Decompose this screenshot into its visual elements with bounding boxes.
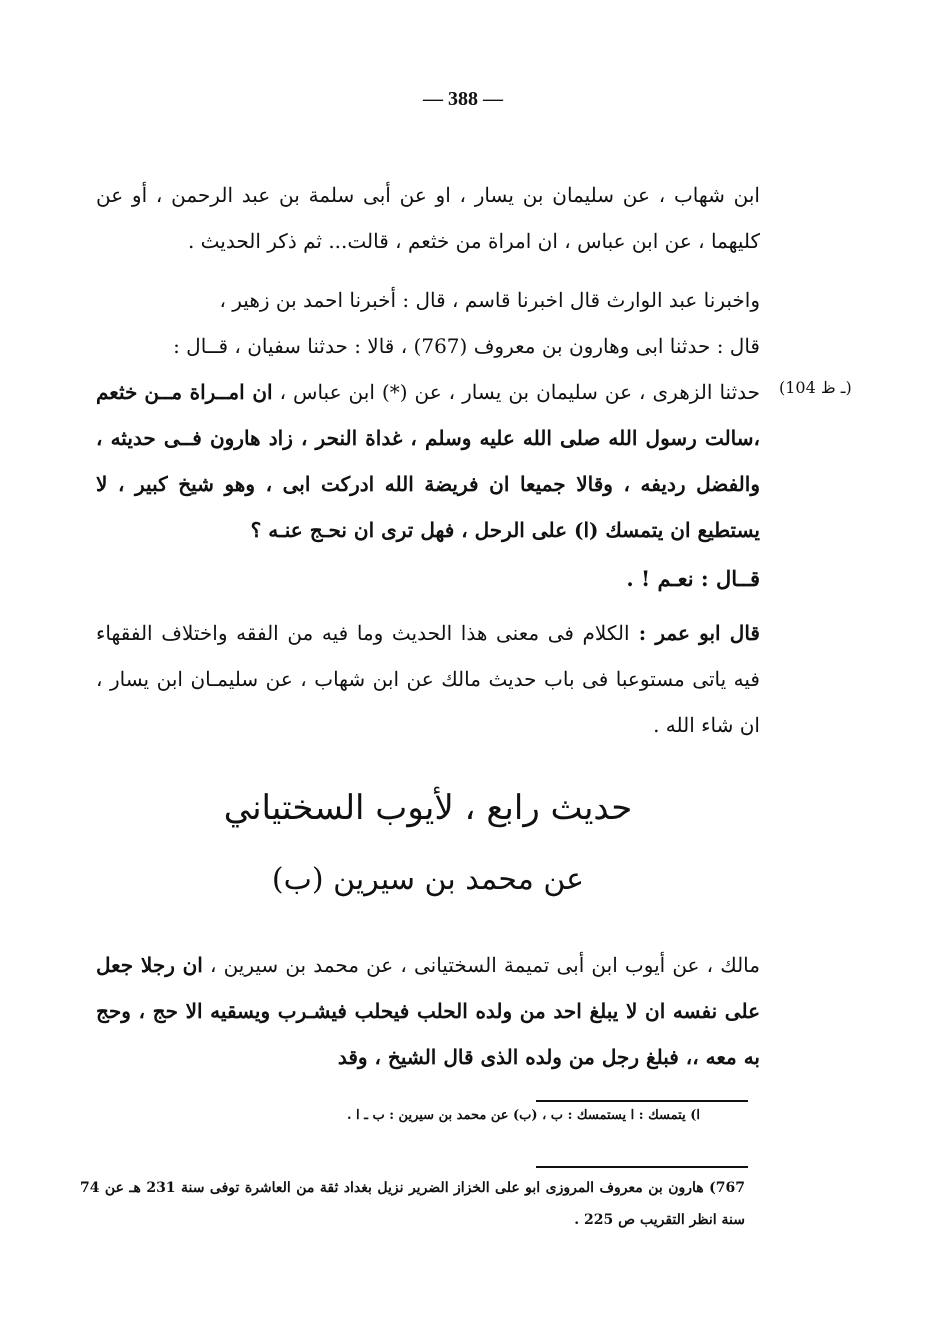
paragraph-1: ابن شهاب ، عن سليمان بن يسار ، او عن أبى سلمة بن عبد الرحمن ، أو عن كليهما ، عن ابن عباس ، ان امراة من خثعم ، قالت... ثم ذكر الحديث . — [96, 183, 760, 253]
paragraph-2-line-3-plain: حدثنا الزهرى ، عن سليمان بن يسار ، عن (*) ابن عباس ، — [272, 380, 761, 404]
paragraph-4-plain: مالك ، عن أيوب ابن أبى تميمة السختيانى ، عن محمد بن سيرين ، — [202, 953, 760, 977]
section-heading: حديث رابع ، لأيوب السختياني — [223, 788, 633, 828]
page-number: — 388 — — [423, 88, 503, 110]
paragraph-2 — [96, 277, 760, 553]
paragraph-4-bold: ان رجلا جعل على نفسه ان لا يبلغ احد من ولده الحلب فيحلب فيشـرب ويسقيه الا حج ، وحج به معه ،، فبلغ رجل من ولده الذى قال الشيخ ، وقد — [96, 953, 760, 1069]
margin-marker: (104 ـ ظ) — [779, 378, 852, 397]
paragraph-3-rest: الكلام فى معنى هذا الحديث وما فيه من الفقه واختلاف الفقهاء فيه ياتى مستوعبا فى باب حديث مالك عن ابن شهاب ، عن سليمـان ابن يسار ، ان شاء الله . — [96, 621, 760, 737]
hadith-text-bold: خثعم ،سالت رسول الله صلى الله عليه وسلم ، غداة النحر ، زاد هارون فــى حديثه ، والفضل رديفه ، وقالا جميعا ان فريضة الله ادركت ابى ، وهو شيخ كبير ، لا يستطيع ان يتمسك (ا) على الرحل ، فهل ترى ان نحـج عنـه ؟ — [96, 380, 760, 542]
paragraph-2-line-1: واخبرنا عبد الوارث قال اخبرنا قاسم ، قال : أخبرنا احمد بن زهير ، — [219, 288, 760, 312]
paragraph-2-line-3-bold: ان امــراة مــن — [144, 380, 273, 404]
paragraph-3 — [96, 610, 760, 748]
footnote-divider-1 — [536, 1100, 748, 1102]
footnote-divider-2 — [536, 1166, 748, 1168]
footnote-variants: ا) يتمسك : ا يستمسك : ب ، (ب) عن محمد بن سيرين : ب ـ ا . — [346, 1108, 700, 1123]
section-subheading: عن محمد بن سيرين (ب) — [271, 862, 585, 897]
paragraph-3-bold-start: قال ابو عمر : — [629, 621, 760, 645]
footnote-biography: 767) هارون بن معروف المروزى ابو على الخزاز الضرير نزيل بغداد ثقة من العاشرة توفى سنة 231 هـ عن 74 سنة انظر التقريب ص 225 . — [80, 1180, 745, 1228]
qala-line: قــال : نعـم ! . — [626, 566, 760, 591]
paragraph-2-line-2: قال : حدثنا ابى وهارون بن معروف (767) ، قالا : حدثنا سفيان ، قــال : — [173, 334, 760, 358]
paragraph-4 — [96, 942, 760, 1080]
